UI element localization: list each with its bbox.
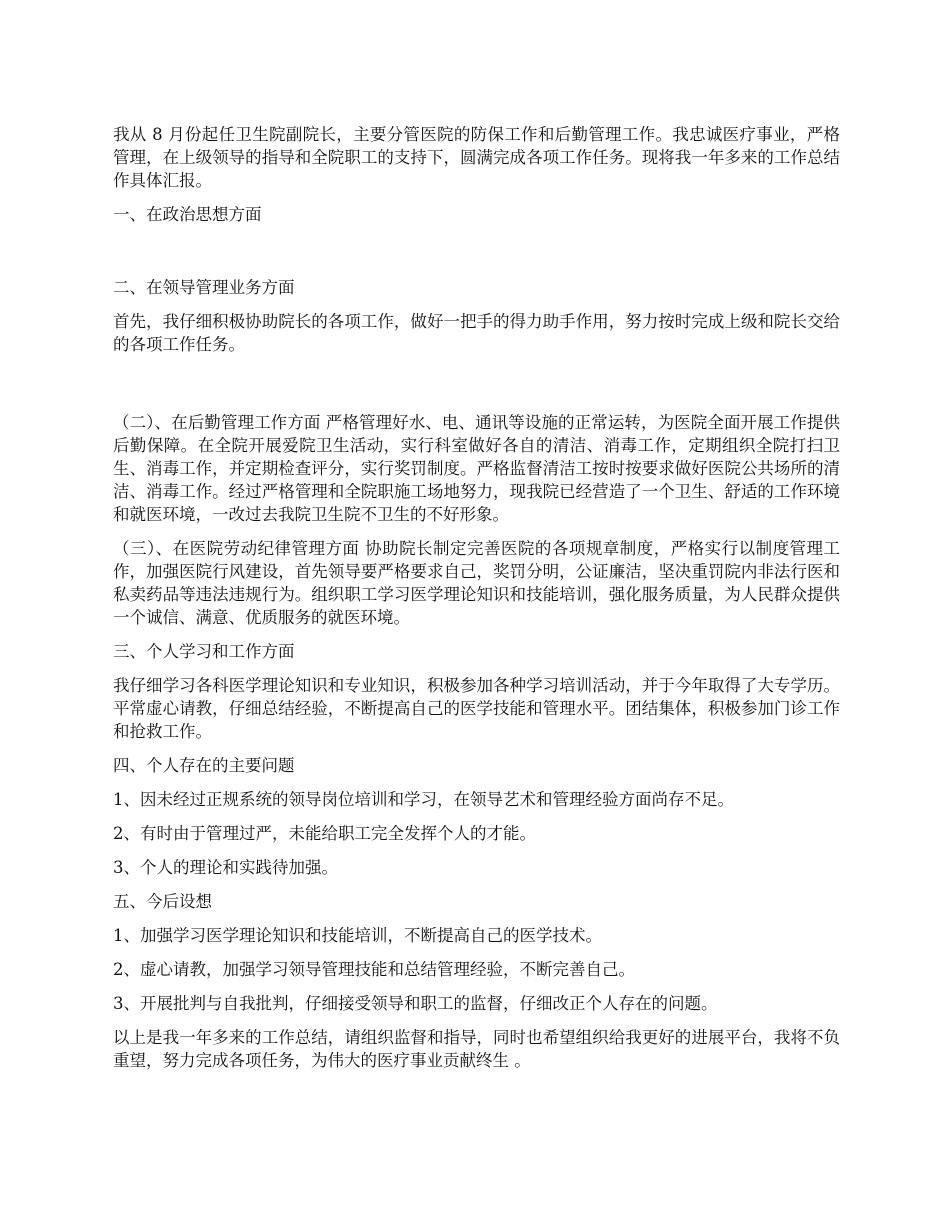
section3-heading: 三、个人学习和工作方面: [113, 642, 295, 661]
intro-paragraph: 我从 8 月份起任卫生院副院长，主要分管医院的防保工作和后勤管理工作。我忠诚医疗事业，严格管理，在上级领导的指导和全院职工的支持下，圆满完成各项工作任务。现将我一年多来的工作总结作具体汇报。: [113, 125, 840, 190]
blank-space: [113, 367, 840, 411]
section4-item-2: 2、有时由于管理过严，未能给职工完全发挥个人的才能。: [113, 824, 536, 843]
section1-heading: 一、在政治思想方面: [113, 205, 262, 224]
section2-paragraph-3: （三）、在医院劳动纪律管理方面 协助院长制定完善医院的各项规章制度，严格实行以制度管理工作，加强医院行风建设，首先领导要严格要求自己，奖罚分明，公证廉洁，坚决重罚院内非法行医和私卖药品等违法违规行为。组织职工学习医学理论知识和技能培训，强化服务质量，为人民群众提供一个诚信、满意、优质服务的就医环境。: [113, 539, 840, 627]
section4-heading: 四、个人存在的主要问题: [113, 756, 295, 775]
section5-item-3: 3、开展批判与自我批判，仔细接受领导和职工的监督，仔细改正个人存在的问题。: [113, 994, 718, 1013]
blank-space: [113, 237, 840, 276]
section5-item-1: 1、加强学习医学理论知识和技能培训，不断提高自己的医学技术。: [113, 926, 602, 945]
section3-paragraph: 我仔细学习各科医学理论知识和专业知识，积极参加各种学习培训活动，并于今年取得了大专学历。平常虚心请教，仔细总结经验，不断提高自己的医学技能和管理水平。团结集体，积极参加门诊工作和抢救工作。: [113, 676, 840, 741]
closing-paragraph: 以上是我一年多来的工作总结，请组织监督和指导，同时也希望组织给我更好的进展平台，我将不负重望，努力完成各项任务，为伟大的医疗事业贡献终生 。: [113, 1028, 840, 1070]
section5-heading: 五、今后设想: [113, 892, 212, 911]
section2-heading: 二、在领导管理业务方面: [113, 278, 295, 297]
section4-item-3: 3、个人的理论和实践待加强。: [113, 858, 338, 877]
section2-paragraph-2: （二）、在后勤管理工作方面 严格管理好水、电、通讯等设施的正常运转，为医院全面开展工作提供后勤保障。在全院开展爱院卫生活动，实行科室做好各自的清洁、消毒工作，定期组织全院打扫卫生、消毒工作，并定期检查评分，实行奖罚制度。严格监督清洁工按时按要求做好医院公共场所的清洁、消毒工作。经过严格管理和全院职施工场地努力，现我院已经营造了一个卫生、舒适的工作环境和就医环境，一改过去我院卫生院不卫生的不好形象。: [113, 413, 840, 524]
document-body: [113, 123, 840, 1083]
section4-item-1: 1、因未经过正规系统的领导岗位培训和学习，在领导艺术和管理经验方面尚存不足。: [113, 790, 734, 809]
section2-paragraph-1: 首先，我仔细积极协助院长的各项工作，做好一把手的得力助手作用，努力按时完成上级和院长交给的各项工作任务。: [113, 312, 840, 354]
section5-item-2: 2、虚心请教，加强学习领导管理技能和总结管理经验，不断完善自己。: [113, 960, 635, 979]
